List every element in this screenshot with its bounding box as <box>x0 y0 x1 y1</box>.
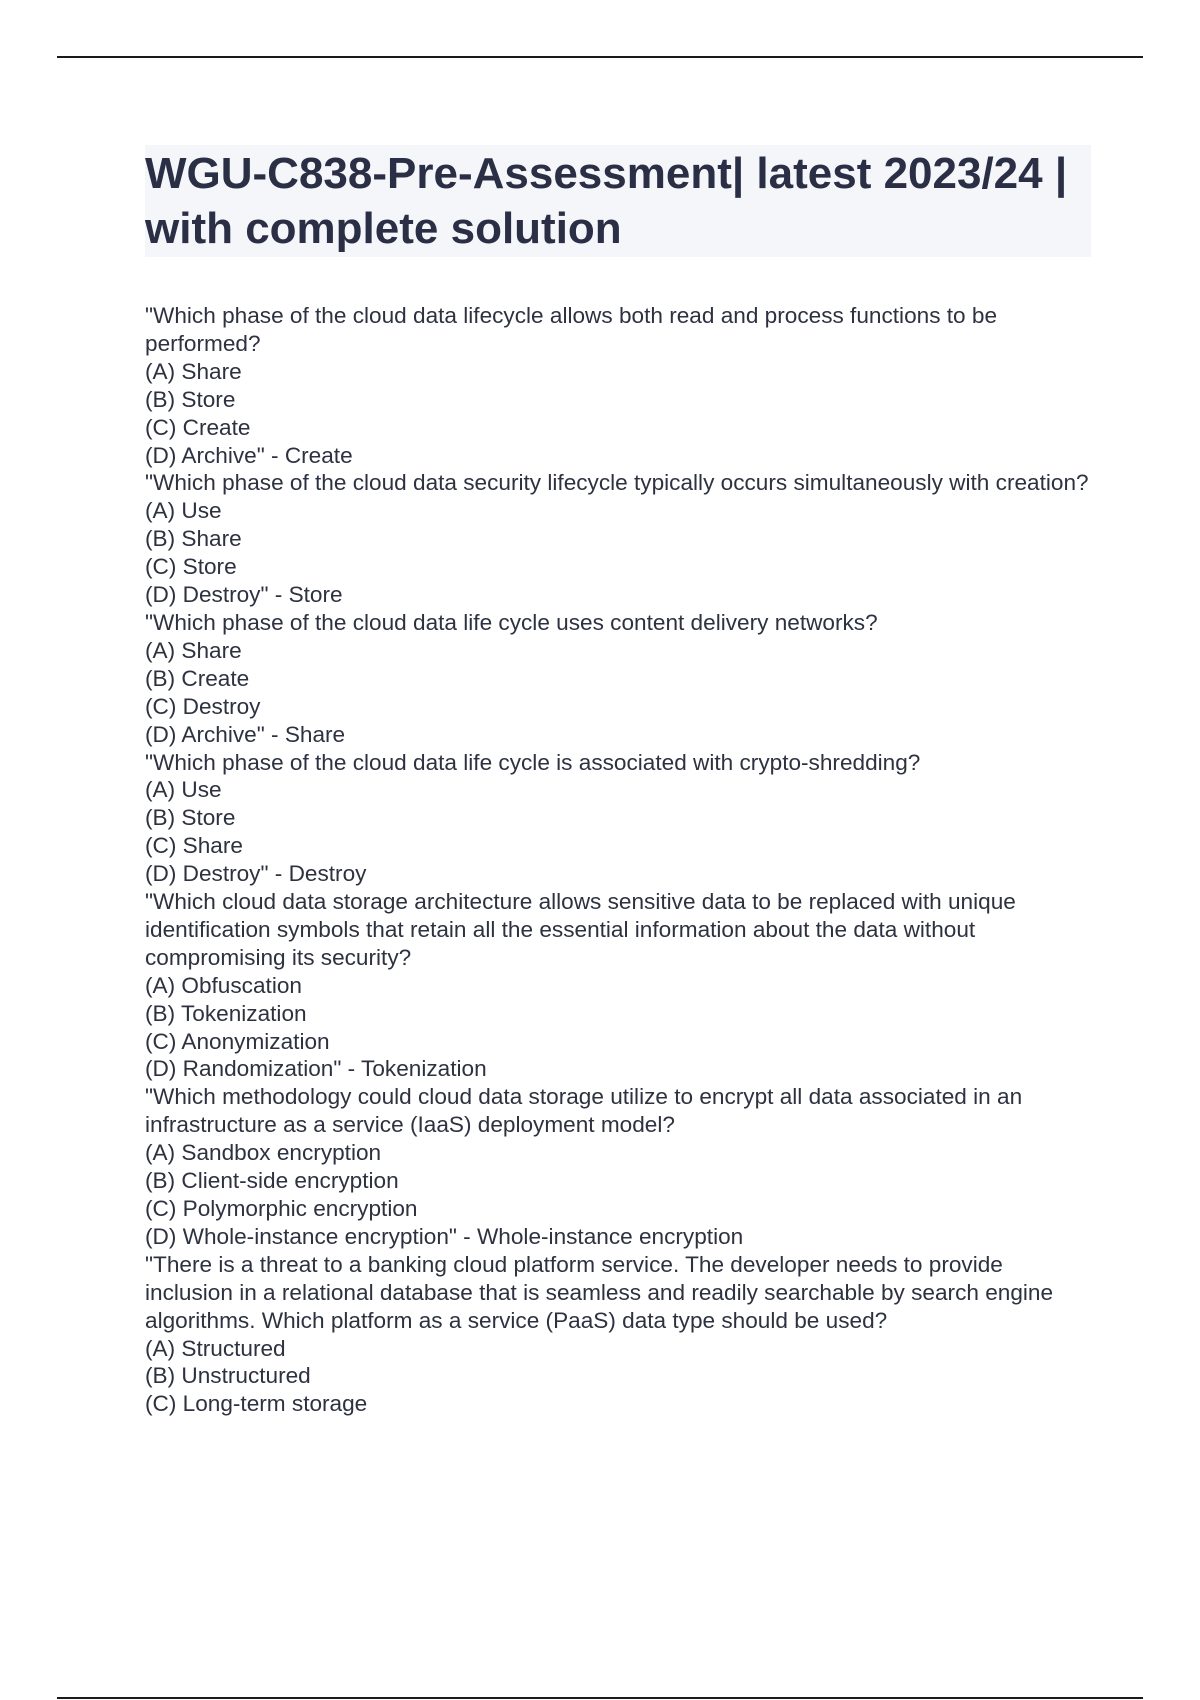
title-block <box>145 145 1091 257</box>
option-c: (C) Create <box>145 414 251 440</box>
option-b: (B) Share <box>145 526 242 552</box>
option-b: (B) Store <box>145 805 236 831</box>
question-text: "There is a threat to a banking cloud platform service. The developer needs to provide inclusion in a relational database that is seamless and readily searchable by search engine algorithms. Which platform as a service (PaaS) data type should be used? <box>145 1251 1054 1333</box>
option-d-answer: (D) Archive" - Create <box>145 442 353 468</box>
question-2 <box>145 469 1095 609</box>
question-text: "Which phase of the cloud data lifecycle allows both read and process functions to be performed? <box>145 303 998 356</box>
question-text: "Which methodology could cloud data storage utilize to encrypt all data associated in an infrastructure as a service (IaaS) deployment model? <box>145 1084 1023 1138</box>
question-3 <box>145 609 1095 749</box>
question-7 <box>145 1251 1095 1418</box>
option-a: (A) Sandbox encryption <box>145 1140 382 1166</box>
question-text: "Which phase of the cloud data life cycle uses content delivery networks? <box>145 609 878 635</box>
question-text: "Which phase of the cloud data security lifecycle typically occurs simultaneously with creation? <box>145 470 1089 496</box>
option-d-answer: (D) Destroy" - Store <box>145 582 343 608</box>
document-title: WGU-C838-Pre-Assessment| latest 2023/24 | with complete solution <box>145 149 1068 253</box>
option-a: (A) Obfuscation <box>145 972 302 998</box>
question-6 <box>145 1083 1095 1250</box>
option-c: (C) Share <box>145 833 243 859</box>
question-list <box>145 302 1095 1418</box>
bottom-rule <box>57 1697 1143 1699</box>
option-b: (B) Tokenization <box>145 1000 307 1026</box>
top-rule <box>57 56 1143 58</box>
option-b: (B) Create <box>145 665 250 691</box>
option-c: (C) Destroy <box>145 693 261 719</box>
option-a: (A) Use <box>145 498 222 524</box>
option-c: (C) Polymorphic encryption <box>145 1196 418 1221</box>
question-text: "Which cloud data storage architecture allows sensitive data to be replaced with unique identification symbols that retain all the essential information about the data without compromising its security? <box>145 889 1016 970</box>
question-4 <box>145 749 1095 889</box>
option-a: (A) Use <box>145 777 222 803</box>
question-1 <box>145 302 1095 469</box>
question-text: "Which phase of the cloud data life cycle is associated with crypto-shredding? <box>145 749 921 775</box>
option-b: (B) Unstructured <box>145 1363 311 1389</box>
option-b: (B) Client-side encryption <box>145 1168 399 1194</box>
option-a: (A) Share <box>145 358 242 384</box>
option-c: (C) Store <box>145 554 237 580</box>
option-a: (A) Share <box>145 637 242 663</box>
option-d-answer: (D) Whole-instance encryption" - Whole-instance encryption <box>145 1223 744 1249</box>
option-d-answer: (D) Destroy" - Destroy <box>145 861 367 887</box>
option-c: (C) Anonymization <box>145 1028 330 1054</box>
option-d-answer: (D) Randomization" - Tokenization <box>145 1056 487 1082</box>
option-a: (A) Structured <box>145 1335 286 1361</box>
option-d-answer: (D) Archive" - Share <box>145 721 346 747</box>
question-5 <box>145 888 1095 1083</box>
option-b: (B) Store <box>145 386 236 412</box>
option-c: (C) Long-term storage <box>145 1391 368 1417</box>
